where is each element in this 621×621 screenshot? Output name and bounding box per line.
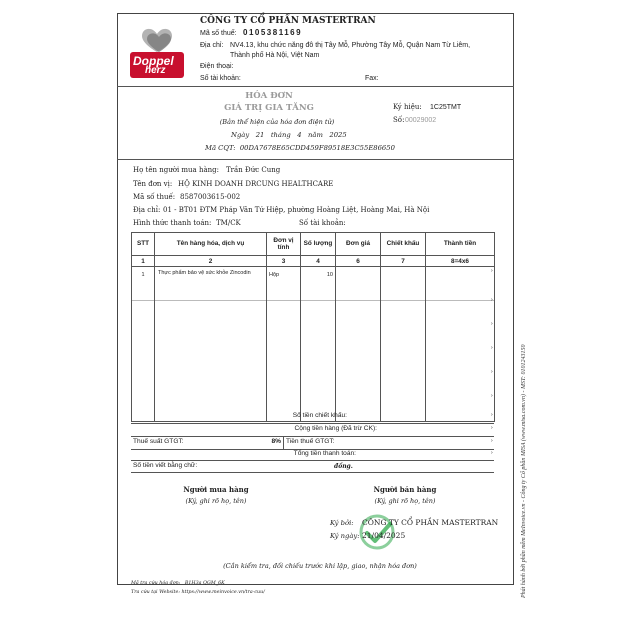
seller-address-label: Địa chỉ: xyxy=(200,42,224,49)
seller-address-line1: NV4.13, khu chức năng đô thị Tây Mỗ, Phường Tây Mỗ, Quận Nam Từ Liêm, xyxy=(230,42,471,49)
buyer-unit: HỘ KINH DOANH DRCUNG HEALTHCARE xyxy=(178,180,334,188)
totals-tick: › xyxy=(491,438,493,444)
invoice-title-2: GIÁ TRỊ GIA TĂNG xyxy=(224,103,314,113)
buyer-address: 01 - BT01 ĐTM Pháp Vân Tứ Hiệp, phường Hoàng Liệt, Hoàng Mai, Hà Nội xyxy=(163,206,430,214)
words-underline xyxy=(131,472,494,473)
vat-rate-label: Thuế suất GTGT: xyxy=(133,438,184,445)
invoice-cqt xyxy=(205,145,395,152)
buyer-tax-label: Mã số thuế: xyxy=(133,193,176,201)
total-label: Tổng tiền thanh toán: xyxy=(293,450,356,457)
table-row-empty xyxy=(132,349,495,361)
invoice-subtitle: (Bản thể hiện của hóa đơn điện tử) xyxy=(219,118,335,126)
seller-account-label: Số tài khoản: xyxy=(200,75,241,82)
lookup-code-label: Mã tra cứu hóa đơn: xyxy=(131,581,181,586)
cell-discount xyxy=(381,267,426,301)
seller-sign-title: Người bán hàng xyxy=(373,485,437,494)
table-header-row xyxy=(132,233,495,256)
row-tick: › xyxy=(491,268,493,274)
signed-date-label: Ký ngày: xyxy=(330,532,360,540)
footer-note: (Cần kiểm tra, đối chiếu trước khi lập, giao, nhận hóa đơn) xyxy=(223,562,417,570)
amount-words-label: Số tiền viết bằng chữ: xyxy=(133,462,198,469)
table-row-empty xyxy=(132,361,495,373)
invoice-symbol-label: Ký hiệu: xyxy=(393,103,422,111)
date-month-label: tháng xyxy=(270,131,291,139)
amount-words-value: đồng. xyxy=(334,463,353,470)
cell-unit: Hộp xyxy=(267,267,301,301)
vat-amount-label: Tiền thuế GTGT: xyxy=(286,438,335,445)
buyer-account-label: Số tài khoản: xyxy=(299,219,346,227)
seller-tax-code: 0105381169 xyxy=(243,28,303,37)
invoice-number: 00029002 xyxy=(405,117,437,124)
date-year: 2025 xyxy=(329,131,347,139)
buyer-payment-label: Hình thức thanh toán: xyxy=(133,219,212,227)
row-tick: › xyxy=(491,345,493,351)
row-tick: › xyxy=(491,393,493,399)
col-header: Chiết khấu xyxy=(381,233,426,256)
totals-tick: › xyxy=(491,425,493,431)
buyer-tax-code: 8587003615-002 xyxy=(180,193,241,201)
date-year-label: năm xyxy=(308,131,323,139)
buyer-address-label: Địa chỉ: xyxy=(133,206,161,214)
col-number: 3 xyxy=(267,256,301,267)
invoice-number-label: Số: xyxy=(393,116,405,124)
vat-split-line xyxy=(283,436,284,449)
date-day: 21 xyxy=(255,131,265,139)
lookup-code: B1H3a QGM_6K xyxy=(184,581,225,586)
header-divider xyxy=(117,86,514,87)
seller-address-line2: Thành phố Hà Nội, Việt Nam xyxy=(230,52,320,59)
signed-date: 21/04/2025 xyxy=(362,531,406,540)
vat-rate: 8% xyxy=(271,438,281,445)
seller-phone-label: Điện thoại: xyxy=(200,63,234,70)
logo-text-line2: herz xyxy=(145,65,166,76)
invoice-date xyxy=(231,132,347,139)
col-header: Số lượng xyxy=(301,233,336,256)
date-month: 4 xyxy=(297,131,302,139)
table-row-empty xyxy=(132,301,495,314)
buyer-sign-note: (Ký, ghi rõ họ, tên) xyxy=(185,497,247,505)
table-row-empty xyxy=(132,397,495,409)
col-header: Đơn giá xyxy=(336,233,381,256)
cqt-label: Mã CQT: xyxy=(205,144,236,152)
col-header: Tên hàng hóa, dịch vụ xyxy=(155,233,267,256)
signed-by: CÔNG TY CỔ PHẦN MASTERTRAN xyxy=(362,518,499,527)
discount-row xyxy=(131,410,494,424)
col-number: 6 xyxy=(336,256,381,267)
vat-row xyxy=(131,436,494,450)
table-row-empty xyxy=(132,385,495,397)
row-tick: › xyxy=(491,297,493,303)
cell-name: Thực phẩm bảo vệ sức khỏe Zincodin xyxy=(155,267,267,301)
col-number: 2 xyxy=(155,256,267,267)
col-header: STT xyxy=(132,233,155,256)
subtotal-label: Cộng tiền hàng (Đã trừ CK): xyxy=(294,425,377,432)
col-number: 7 xyxy=(381,256,426,267)
seller-tax-label: Mã số thuế: xyxy=(200,30,237,37)
invoice-symbol: 1C25TMT xyxy=(430,104,462,111)
table-row-empty xyxy=(132,313,495,325)
table-row xyxy=(132,267,495,301)
logo-text-line1: Doppel xyxy=(133,54,174,68)
signed-by-label: Ký bởi: xyxy=(330,519,354,527)
total-row xyxy=(131,449,494,461)
col-number: 1 xyxy=(132,256,155,267)
col-number: 8=4x6 xyxy=(426,256,495,267)
column-number-row xyxy=(132,256,495,267)
seller-sign-note: (Ký, ghi rõ họ, tên) xyxy=(374,497,436,505)
cqt-code: 00DA7678E65CDD459F89518E3C55E86650 xyxy=(239,144,395,152)
lookup-code-line xyxy=(131,582,225,587)
table-row-empty xyxy=(132,337,495,349)
col-number: 4 xyxy=(301,256,336,267)
cell-stt: 1 xyxy=(132,267,155,301)
title-divider xyxy=(117,159,514,160)
cell-qty: 10 xyxy=(301,267,336,301)
buyer-sign-title: Người mua hàng xyxy=(183,485,249,494)
lookup-site: Tra cứu tại Website: https://www.meinvoice.vn/tra-cuu/ xyxy=(131,590,265,595)
cell-amount xyxy=(426,267,495,301)
col-header: Đơn vị tính xyxy=(267,233,301,256)
row-tick: › xyxy=(491,321,493,327)
cell-price xyxy=(336,267,381,301)
col-header: Thành tiền xyxy=(426,233,495,256)
discount-label: Số tiền chiết khấu: xyxy=(292,412,347,419)
row-tick: › xyxy=(491,369,493,375)
totals-tick: › xyxy=(491,412,493,418)
table-row-empty xyxy=(132,325,495,337)
seller-company: CÔNG TY CỔ PHẦN MASTERTRAN xyxy=(200,16,376,26)
buyer-unit-label: Tên đơn vị: xyxy=(133,180,173,188)
items-table xyxy=(131,232,495,422)
invoice-title-1: HÓA ĐƠN xyxy=(245,91,293,101)
totals-tick: › xyxy=(491,450,493,456)
date-day-label: Ngày xyxy=(231,131,250,139)
side-publisher-text: Phát hành bởi phần mềm MeInvoice.vn - Công ty Cổ phần MISA (www.misa.com.vn) - MST: 0101243150 xyxy=(521,344,527,598)
subtotal-row xyxy=(131,423,494,437)
table-row-empty xyxy=(132,373,495,385)
buyer-name-label: Họ tên người mua hàng: xyxy=(133,166,219,174)
buyer-name: Trần Đức Cung xyxy=(226,166,281,174)
doppelherz-logo xyxy=(128,22,186,80)
seller-fax-label: Fax: xyxy=(365,75,379,82)
buyer-payment: TM/CK xyxy=(216,219,241,227)
